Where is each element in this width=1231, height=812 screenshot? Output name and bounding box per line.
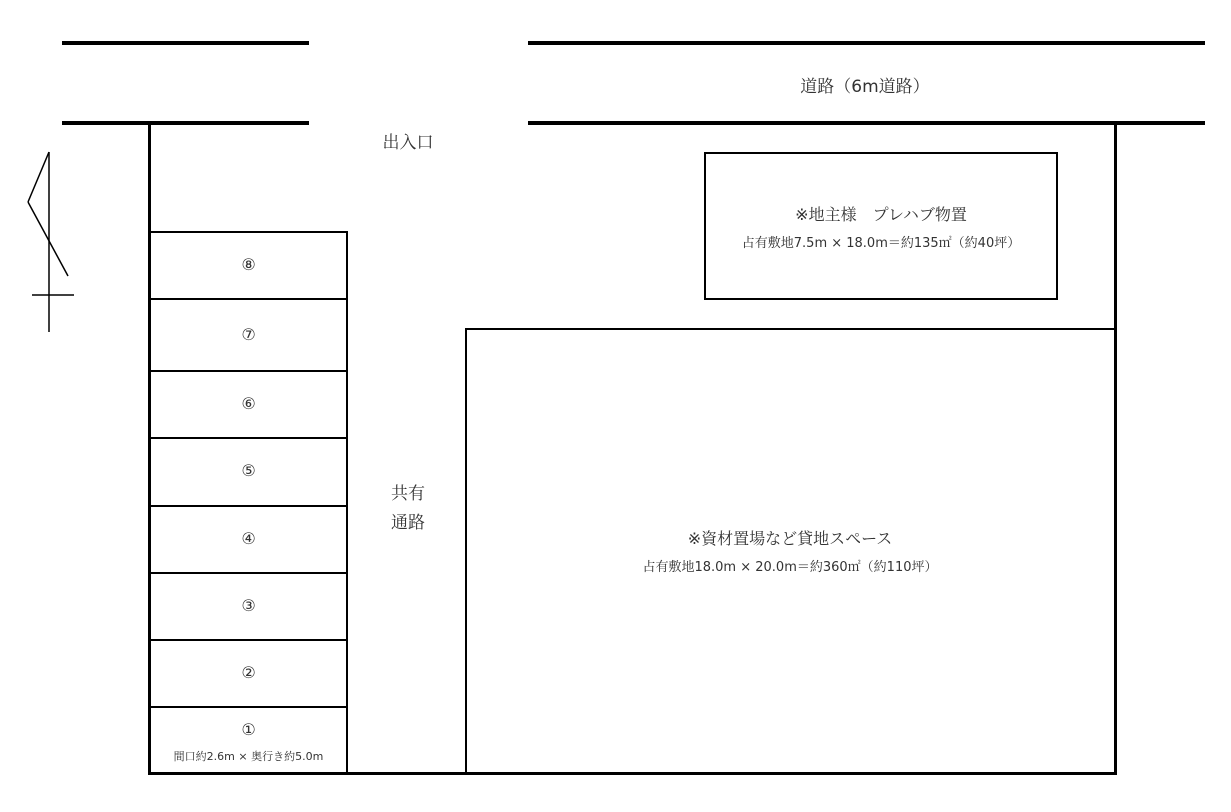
rental-space-title: ※資材置場など貸地スペース <box>687 529 893 548</box>
entrance-label: 出入口 <box>382 133 434 153</box>
road-edge-top-left <box>62 41 309 45</box>
parking-slot <box>149 231 348 300</box>
prefab-storage-area <box>704 152 1058 300</box>
road-edge-bottom-left <box>62 121 309 125</box>
slot-number: ⑥ <box>241 394 256 413</box>
rental-space-top-edge <box>465 328 1117 330</box>
rental-space-left-edge <box>465 328 467 774</box>
slot-number: ⑧ <box>241 255 256 274</box>
parking-slot <box>149 298 348 372</box>
prefab-area: 占有敷地7.5m × 18.0m＝約135㎡（約40坪） <box>741 236 1021 251</box>
parking-slot <box>149 706 348 775</box>
parking-slot <box>149 370 348 439</box>
slot-size-label: 間口約2.6m × 奥行き約5.0m <box>173 750 324 763</box>
shared-path-label-line1: 共有 <box>391 484 425 504</box>
slot-number: ① <box>241 720 256 739</box>
road-edge-bottom-right <box>528 121 1205 125</box>
parking-slot <box>149 572 348 641</box>
rental-space-area: 占有敷地18.0m × 20.0m＝約360㎡（約110坪） <box>642 560 938 575</box>
parking-slot <box>149 639 348 708</box>
slot-number: ④ <box>241 529 256 548</box>
slot-number: ⑤ <box>241 461 256 480</box>
lot-boundary-right <box>1114 123 1117 775</box>
prefab-title: ※地主様 プレハブ物置 <box>795 205 967 224</box>
road-edge-top-right <box>528 41 1205 45</box>
slot-number: ⑦ <box>241 325 256 344</box>
shared-path-label-line2: 通路 <box>391 513 425 533</box>
road-label: 道路（6m道路） <box>800 77 930 97</box>
slot-number: ② <box>241 663 256 682</box>
parking-slot <box>149 437 348 507</box>
parking-slot <box>149 505 348 574</box>
slot-number: ③ <box>241 596 256 615</box>
north-arrow-icon <box>20 150 80 335</box>
